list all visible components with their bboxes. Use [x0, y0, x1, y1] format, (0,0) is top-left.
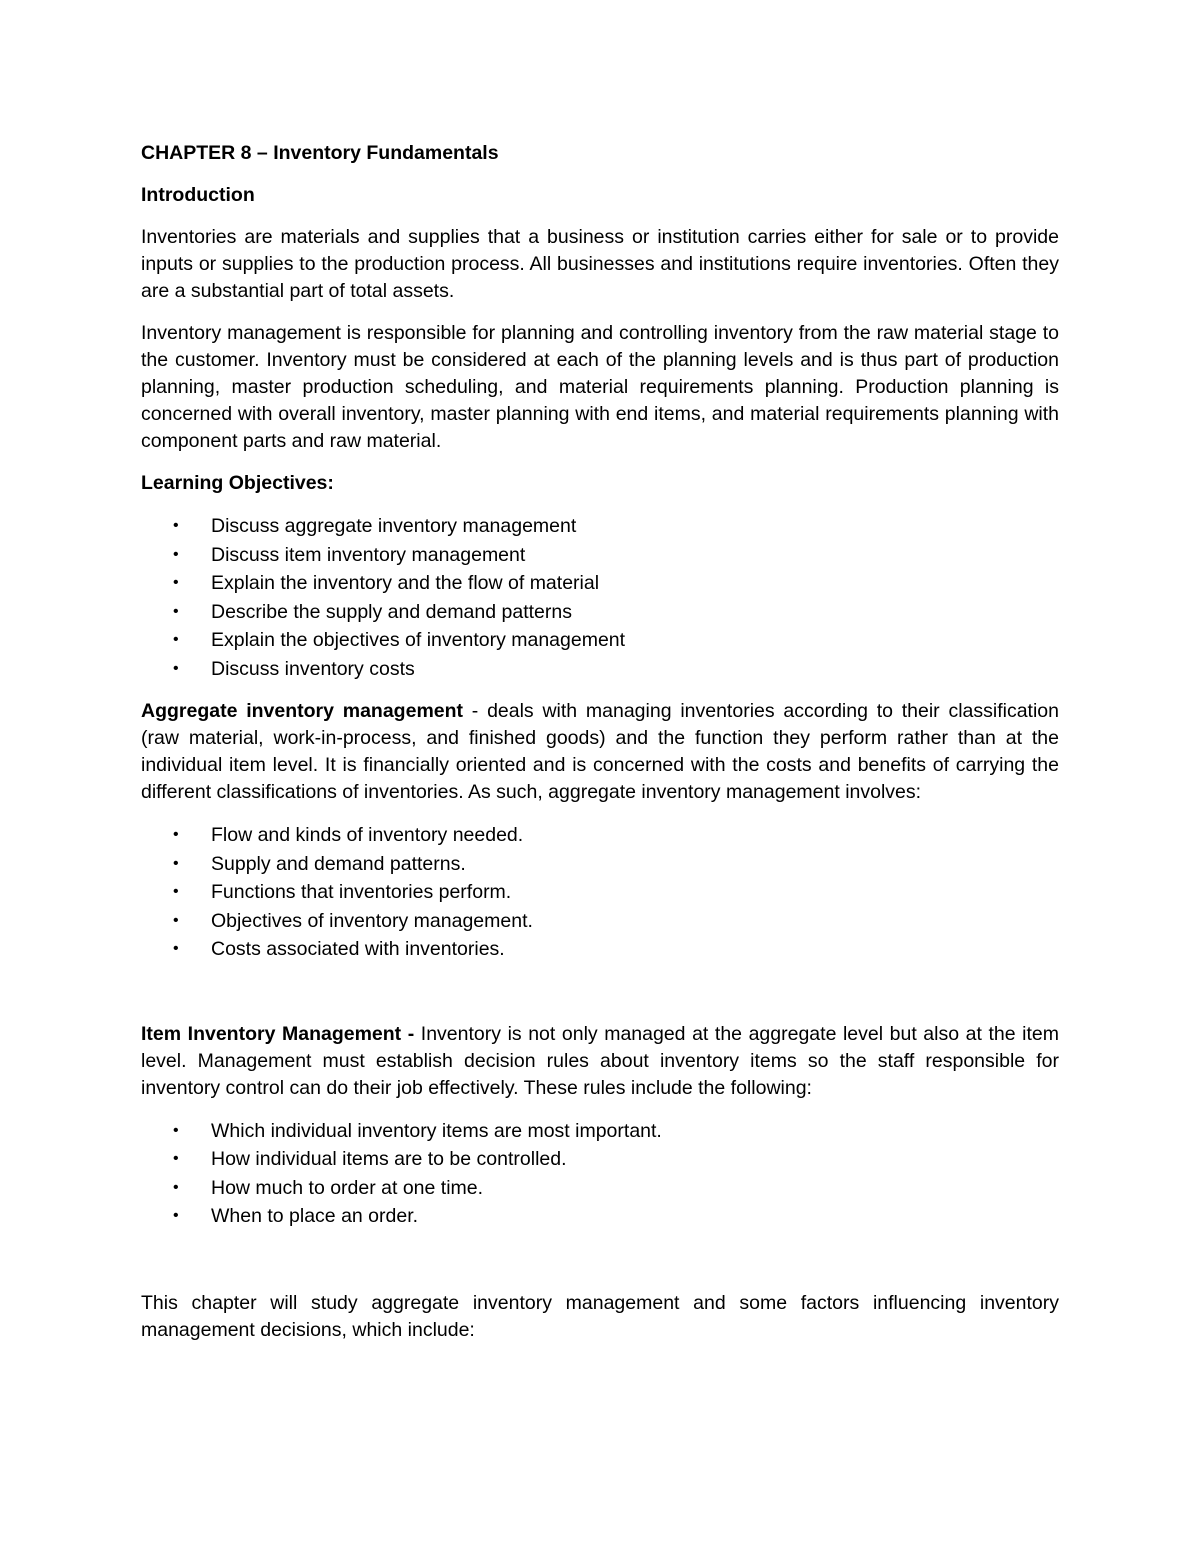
chapter-title: CHAPTER 8 – Inventory Fundamentals	[141, 142, 499, 164]
item-rules-list	[141, 1117, 1059, 1231]
intro-paragraph-1: Inventories are materials and supplies that a business or institution carries either for sale or to provide inputs or supplies to the production process. All businesses and institutions require inventories. Often they are a substantial part of total assets.	[141, 226, 1059, 302]
list-item: • Explain the inventory and the flow of material	[141, 569, 1059, 598]
list-item: • Objectives of inventory management.	[141, 907, 1059, 936]
bullet-icon: •	[173, 602, 179, 620]
list-item: • Which individual inventory items are most important.	[141, 1117, 1059, 1146]
closing-paragraph: This chapter will study aggregate inventory management and some factors influencing inventory management decisions, which include:	[141, 1291, 1059, 1341]
bullet-icon: •	[173, 911, 179, 929]
aggregate-term: Aggregate inventory management	[141, 700, 464, 722]
bullet-icon: •	[173, 659, 179, 677]
list-item: • How much to order at one time.	[141, 1174, 1059, 1203]
bullet-icon: •	[173, 574, 179, 591]
objectives-list	[141, 512, 1059, 683]
bullet-icon: •	[173, 1178, 179, 1196]
list-item: • Explain the objectives of inventory management	[141, 626, 1059, 655]
list-item: • Discuss aggregate inventory management	[141, 512, 1059, 541]
item-term: Item Inventory Management -	[141, 1022, 415, 1045]
aggregate-paragraph	[141, 698, 1059, 806]
aggregate-list	[141, 821, 1059, 964]
introduction-heading: Introduction	[141, 184, 255, 206]
bullet-icon: •	[173, 826, 179, 843]
spacer	[141, 1246, 1059, 1290]
bullet-icon: •	[173, 1150, 179, 1167]
spacer	[141, 979, 1059, 1021]
bullet-icon: •	[173, 940, 179, 957]
list-item: • Supply and demand patterns.	[141, 850, 1059, 879]
document-page	[141, 140, 1059, 1359]
aggregate-definition: - deals with managing inventories according to their classification (raw material, work-in-process, and finished goods) and the function they perform rather than at the individual item level. It is financially oriented and is concerned with the costs and benefits of carrying the different classifications of inventories. As such, aggregate inventory management involves:	[141, 700, 1059, 803]
bullet-icon: •	[173, 1121, 179, 1139]
bullet-icon: •	[173, 854, 179, 872]
list-item: • Functions that inventories perform.	[141, 878, 1059, 907]
list-item: • Costs associated with inventories.	[141, 935, 1059, 964]
item-paragraph	[141, 1021, 1059, 1102]
list-item: • Describe the supply and demand patterns	[141, 598, 1059, 627]
list-item: • Discuss item inventory management	[141, 541, 1059, 570]
bullet-icon: •	[173, 631, 179, 648]
intro-paragraph-2: Inventory management is responsible for planning and controlling inventory from the raw material stage to the customer. Inventory must be considered at each of the planning levels and is thus part of production planning, master production scheduling, and material requirements planning. Production planning is concerned with overall inventory, master planning with end items, and material requirements planning with component parts and raw material.	[141, 322, 1059, 452]
bullet-icon: •	[173, 517, 179, 534]
list-item: • Flow and kinds of inventory needed.	[141, 821, 1059, 850]
learning-objectives-heading: Learning Objectives:	[141, 472, 334, 494]
list-item: • Discuss inventory costs	[141, 655, 1059, 684]
bullet-icon: •	[173, 545, 179, 563]
bullet-icon: •	[173, 1207, 179, 1224]
list-item: • How individual items are to be controlled.	[141, 1145, 1059, 1174]
item-definition: Inventory is not only managed at the aggregate level but also at the item level. Management must establish decision rules about inventory items so the staff responsible for inventory control can do their job effectively. These rules include the following:	[141, 1022, 1059, 1099]
list-item: • When to place an order.	[141, 1202, 1059, 1231]
bullet-icon: •	[173, 883, 179, 900]
